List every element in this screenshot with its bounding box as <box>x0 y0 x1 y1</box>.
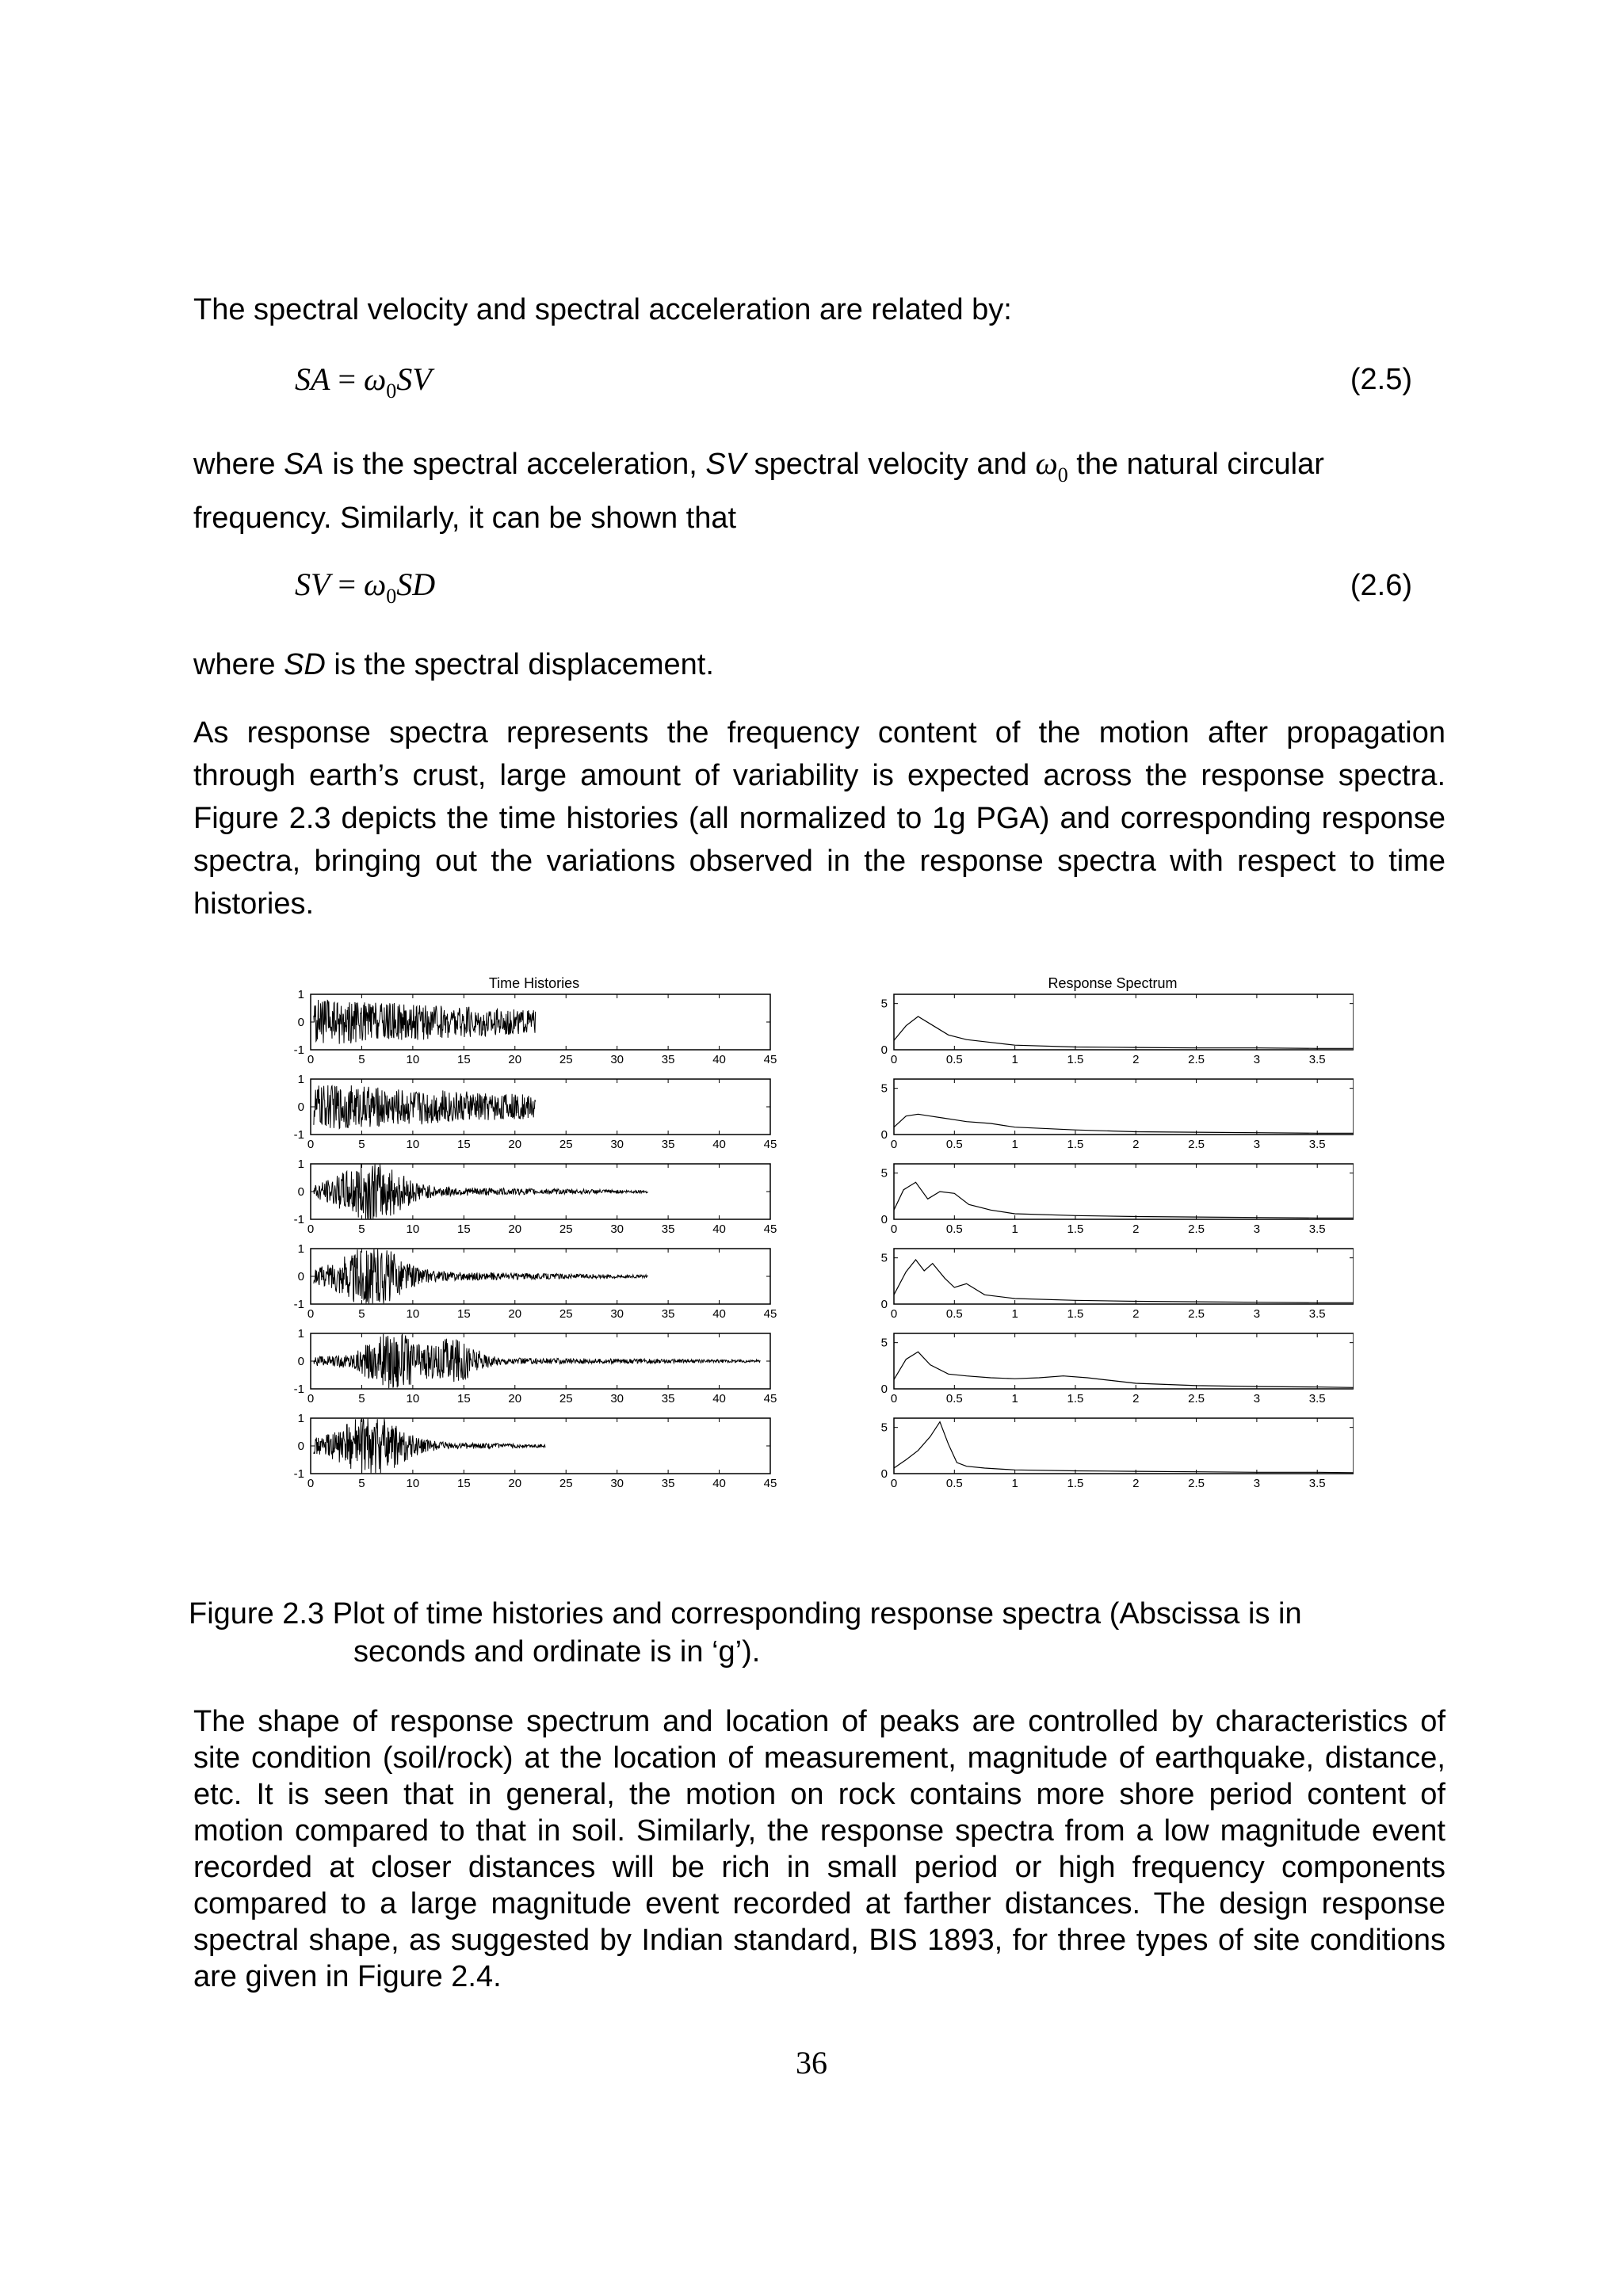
x-tick-label: 45 <box>763 1477 777 1490</box>
y-tick-label: 0 <box>880 1383 888 1396</box>
plot-frame <box>894 1333 1354 1389</box>
x-tick-label: 3.5 <box>1308 1392 1326 1405</box>
x-tick-label: 3.5 <box>1308 1138 1326 1151</box>
x-tick-label: 2.5 <box>1188 1053 1205 1066</box>
x-tick-label: 1 <box>1011 1053 1018 1066</box>
time-history-trace <box>314 1334 760 1389</box>
x-tick-label: 0 <box>890 1307 898 1321</box>
x-tick-label: 5 <box>358 1477 365 1490</box>
x-tick-label: 0 <box>890 1053 898 1066</box>
x-tick-label: 0 <box>890 1477 898 1490</box>
where1-sv: SV <box>705 448 747 481</box>
y-tick-label: 1 <box>297 1158 304 1171</box>
x-tick-label: 45 <box>763 1053 777 1066</box>
eq2-rhs: SD <box>396 566 436 602</box>
x-tick-label: 10 <box>406 1053 420 1066</box>
caption-line-2: seconds and ordinate is in ‘g’). <box>353 1635 761 1669</box>
x-tick-label: 35 <box>661 1053 675 1066</box>
x-tick-label: 0 <box>307 1138 315 1151</box>
paragraph-spectrum-shape: The shape of response spectrum and location of peaks are controlled by characteristics of site condition (soil/rock) at the location of measurement, magnitude of earthquake, distance, etc. It is seen that in general, the motion on rock contains more shore period content of motion compared to that in soil. Similarly, the response spectra from a low magnitude event recorded at closer distances will be rich in small period or high frequency components compared to a large magnitude event recorded at farther distances. The design response spectral shape, as suggested by Indian standard, BIS 1893, for three types of site conditions are given in Figure 2.4. <box>193 1705 1445 1993</box>
y-tick-label: 5 <box>880 1251 888 1265</box>
plot-frame <box>894 1249 1354 1304</box>
response-spectrum-line <box>894 1114 1354 1133</box>
x-tick-label: 1.5 <box>1067 1222 1084 1236</box>
x-tick-label: 10 <box>406 1138 420 1151</box>
x-tick-label: 10 <box>406 1307 420 1321</box>
x-tick-label: 25 <box>559 1053 573 1066</box>
x-tick-label: 35 <box>661 1138 675 1151</box>
y-tick-label: 1 <box>297 1327 304 1341</box>
x-tick-label: 0 <box>307 1392 315 1405</box>
x-tick-label: 2 <box>1132 1138 1140 1151</box>
response-spectrum-svg <box>862 971 1354 1525</box>
x-tick-label: 20 <box>508 1392 522 1405</box>
x-tick-label: 0 <box>307 1307 315 1321</box>
x-tick-label: 5 <box>358 1053 365 1066</box>
x-tick-label: 0.5 <box>945 1477 963 1490</box>
where-sd-paragraph <box>193 643 1445 686</box>
x-tick-label: 30 <box>610 1222 624 1236</box>
x-tick-label: 0.5 <box>945 1307 963 1321</box>
x-tick-label: 2.5 <box>1188 1392 1205 1405</box>
x-tick-label: 0 <box>890 1222 898 1236</box>
x-tick-label: 15 <box>456 1392 471 1405</box>
x-tick-label: 40 <box>712 1138 726 1151</box>
x-tick-label: 15 <box>456 1222 471 1236</box>
x-tick-label: 20 <box>508 1222 522 1236</box>
intro-text: The spectral velocity and spectral acceleration are related by: <box>193 293 1012 326</box>
x-tick-label: 40 <box>712 1222 726 1236</box>
y-tick-label: 0 <box>880 1298 888 1311</box>
plot-frame <box>894 994 1354 1050</box>
time-history-trace <box>314 1249 647 1304</box>
x-tick-label: 2.5 <box>1188 1477 1205 1490</box>
x-tick-label: 1.5 <box>1067 1307 1084 1321</box>
x-tick-label: 1.5 <box>1067 1477 1084 1490</box>
time-histories-svg <box>279 971 778 1525</box>
y-tick-label: 1 <box>297 1242 304 1256</box>
response-spectrum-line <box>894 1016 1354 1048</box>
y-tick-label: -1 <box>293 1128 304 1142</box>
x-tick-label: 30 <box>610 1477 624 1490</box>
paragraph-response-spectra: As response spectra represents the frequency content of the motion after propagation through earth’s crust, large amount of variability is expected across the response spectra. Figure 2.3 depicts the time histories (all normalized to 1g PGA) and corresponding response spectra, bringing out the variations observed in the response spectra with respect to time histories. <box>193 716 1445 921</box>
where2-text-1: where <box>193 648 285 681</box>
x-tick-label: 0.5 <box>945 1392 963 1405</box>
x-tick-label: 2 <box>1132 1053 1140 1066</box>
eq1-rhs: SV <box>396 361 432 397</box>
x-tick-label: 3.5 <box>1308 1222 1326 1236</box>
x-tick-label: 3.5 <box>1308 1053 1326 1066</box>
x-tick-label: 3 <box>1253 1477 1261 1490</box>
x-tick-label: 35 <box>661 1477 675 1490</box>
x-tick-label: 25 <box>559 1138 573 1151</box>
x-tick-label: 3 <box>1253 1222 1261 1236</box>
where1-sa: SA <box>284 448 324 481</box>
y-tick-label: 0 <box>297 1270 304 1283</box>
where1-text-2: is the spectral acceleration, <box>323 448 706 481</box>
x-tick-label: 0.5 <box>945 1053 963 1066</box>
y-tick-label: 0 <box>880 1213 888 1226</box>
x-tick-label: 3 <box>1253 1307 1261 1321</box>
time-history-trace <box>314 1165 647 1219</box>
y-tick-label: 0 <box>880 1467 888 1481</box>
x-tick-label: 40 <box>712 1477 726 1490</box>
x-tick-label: 25 <box>559 1307 573 1321</box>
x-tick-label: 1.5 <box>1067 1053 1084 1066</box>
y-tick-label: 0 <box>297 1185 304 1199</box>
response-spectrum-line <box>894 1352 1354 1387</box>
y-tick-label: 0 <box>297 1016 304 1029</box>
y-tick-label: 0 <box>880 1043 888 1057</box>
x-tick-label: 2 <box>1132 1392 1140 1405</box>
x-tick-label: 2.5 <box>1188 1307 1205 1321</box>
page-number: 36 <box>796 2045 827 2081</box>
x-tick-label: 15 <box>456 1138 471 1151</box>
y-tick-label: 5 <box>880 1421 888 1435</box>
x-tick-label: 25 <box>559 1477 573 1490</box>
eq2-omega-subscript: 0 <box>386 585 397 608</box>
equation-number-2-6: (2.6) <box>1350 569 1412 602</box>
equation-2-5 <box>295 360 432 403</box>
where1-omega: ω <box>1035 445 1058 481</box>
x-tick-label: 30 <box>610 1307 624 1321</box>
eq1-equals: = <box>330 361 364 397</box>
x-tick-label: 45 <box>763 1307 777 1321</box>
where1-text-1: where <box>193 448 285 481</box>
x-tick-label: 10 <box>406 1392 420 1405</box>
x-tick-label: 1 <box>1011 1138 1018 1151</box>
x-tick-label: 2 <box>1132 1307 1140 1321</box>
x-tick-label: 2 <box>1132 1477 1140 1490</box>
x-tick-label: 20 <box>508 1307 522 1321</box>
x-tick-label: 35 <box>661 1222 675 1236</box>
x-tick-label: 20 <box>508 1053 522 1066</box>
x-tick-label: 0 <box>307 1053 315 1066</box>
x-tick-label: 3 <box>1253 1138 1261 1151</box>
caption-line-1: Figure 2.3 Plot of time histories and corresponding response spectra (Abscissa is in <box>189 1597 1302 1630</box>
x-tick-label: 35 <box>661 1392 675 1405</box>
y-tick-label: 1 <box>297 988 304 1001</box>
x-tick-label: 20 <box>508 1477 522 1490</box>
x-tick-label: 3 <box>1253 1053 1261 1066</box>
time-history-trace <box>314 1000 536 1044</box>
x-tick-label: 30 <box>610 1392 624 1405</box>
response-spectrum-line <box>894 1422 1354 1473</box>
x-tick-label: 3 <box>1253 1392 1261 1405</box>
x-tick-label: 0 <box>307 1222 315 1236</box>
y-tick-label: -1 <box>293 1213 304 1226</box>
eq1-omega-subscript: 0 <box>386 379 397 402</box>
y-tick-label: 1 <box>297 1073 304 1086</box>
where1-text-4: the natural circular frequency. Similarly, it can be shown that <box>193 448 1324 535</box>
x-tick-label: 30 <box>610 1053 624 1066</box>
eq1-omega: ω <box>364 361 387 397</box>
x-tick-label: 0.5 <box>945 1222 963 1236</box>
y-tick-label: 0 <box>297 1440 304 1453</box>
x-tick-label: 10 <box>406 1222 420 1236</box>
x-tick-label: 15 <box>456 1307 471 1321</box>
eq2-equals: = <box>330 566 364 602</box>
where2-sd: SD <box>284 648 326 681</box>
x-tick-label: 5 <box>358 1307 365 1321</box>
eq2-lhs: SV <box>295 566 330 602</box>
x-tick-label: 25 <box>559 1222 573 1236</box>
y-tick-label: 5 <box>880 1336 888 1350</box>
y-tick-label: 1 <box>297 1412 304 1425</box>
x-tick-label: 40 <box>712 1053 726 1066</box>
x-tick-label: 3.5 <box>1308 1477 1326 1490</box>
where2-text-2: is the spectral displacement. <box>325 648 714 681</box>
x-tick-label: 1 <box>1011 1307 1018 1321</box>
x-tick-label: 2.5 <box>1188 1222 1205 1236</box>
y-tick-label: 0 <box>297 1100 304 1114</box>
x-tick-label: 45 <box>763 1222 777 1236</box>
x-tick-label: 35 <box>661 1307 675 1321</box>
x-tick-label: 1 <box>1011 1477 1018 1490</box>
x-tick-label: 0.5 <box>945 1138 963 1151</box>
x-tick-label: 30 <box>610 1138 624 1151</box>
x-tick-label: 1 <box>1011 1222 1018 1236</box>
y-tick-label: 0 <box>880 1128 888 1142</box>
response-spectrum-figure <box>862 971 1354 1529</box>
response-spectrum-line <box>894 1182 1354 1218</box>
plot-frame <box>894 1079 1354 1135</box>
y-tick-label: 0 <box>297 1355 304 1368</box>
equation-number-2-5: (2.5) <box>1350 363 1412 396</box>
x-tick-label: 10 <box>406 1477 420 1490</box>
x-tick-label: 0 <box>890 1392 898 1405</box>
x-tick-label: 0 <box>890 1138 898 1151</box>
y-tick-label: 5 <box>880 1081 888 1096</box>
y-tick-label: -1 <box>293 1467 304 1481</box>
x-tick-label: 40 <box>712 1307 726 1321</box>
x-tick-label: 2.5 <box>1188 1138 1205 1151</box>
x-tick-label: 15 <box>456 1477 471 1490</box>
x-tick-label: 5 <box>358 1392 365 1405</box>
y-tick-label: -1 <box>293 1383 304 1396</box>
eq1-lhs: SA <box>295 361 330 397</box>
x-tick-label: 1.5 <box>1067 1392 1084 1405</box>
time-history-trace <box>314 1419 546 1474</box>
x-tick-label: 2 <box>1132 1222 1140 1236</box>
plot-frame <box>894 1164 1354 1219</box>
x-tick-label: 45 <box>763 1138 777 1151</box>
plot-frame <box>311 994 770 1050</box>
x-tick-label: 45 <box>763 1392 777 1405</box>
x-tick-label: 20 <box>508 1138 522 1151</box>
x-tick-label: 3.5 <box>1308 1307 1326 1321</box>
where1-omega-subscript: 0 <box>1057 463 1068 486</box>
y-tick-label: -1 <box>293 1298 304 1311</box>
x-tick-label: 1.5 <box>1067 1138 1084 1151</box>
time-histories-figure <box>279 971 778 1529</box>
x-tick-label: 25 <box>559 1392 573 1405</box>
x-tick-label: 40 <box>712 1392 726 1405</box>
response-spectrum-line <box>894 1260 1354 1302</box>
time-history-trace <box>314 1085 536 1129</box>
x-tick-label: 5 <box>358 1222 365 1236</box>
y-tick-label: -1 <box>293 1043 304 1057</box>
x-tick-label: 1 <box>1011 1392 1018 1405</box>
figure-caption <box>189 1595 1472 1671</box>
x-tick-label: 15 <box>456 1053 471 1066</box>
eq2-omega: ω <box>364 566 387 602</box>
where1-text-3: spectral velocity and <box>746 448 1036 481</box>
y-tick-label: 5 <box>880 1166 888 1180</box>
equation-2-6 <box>295 566 435 608</box>
x-tick-label: 0 <box>307 1477 315 1490</box>
where-sa-paragraph <box>193 442 1445 540</box>
y-tick-label: 5 <box>880 997 888 1011</box>
response-spectrum-title: Response Spectrum <box>1048 975 1178 991</box>
time-histories-title: Time Histories <box>488 975 580 991</box>
x-tick-label: 5 <box>358 1138 365 1151</box>
